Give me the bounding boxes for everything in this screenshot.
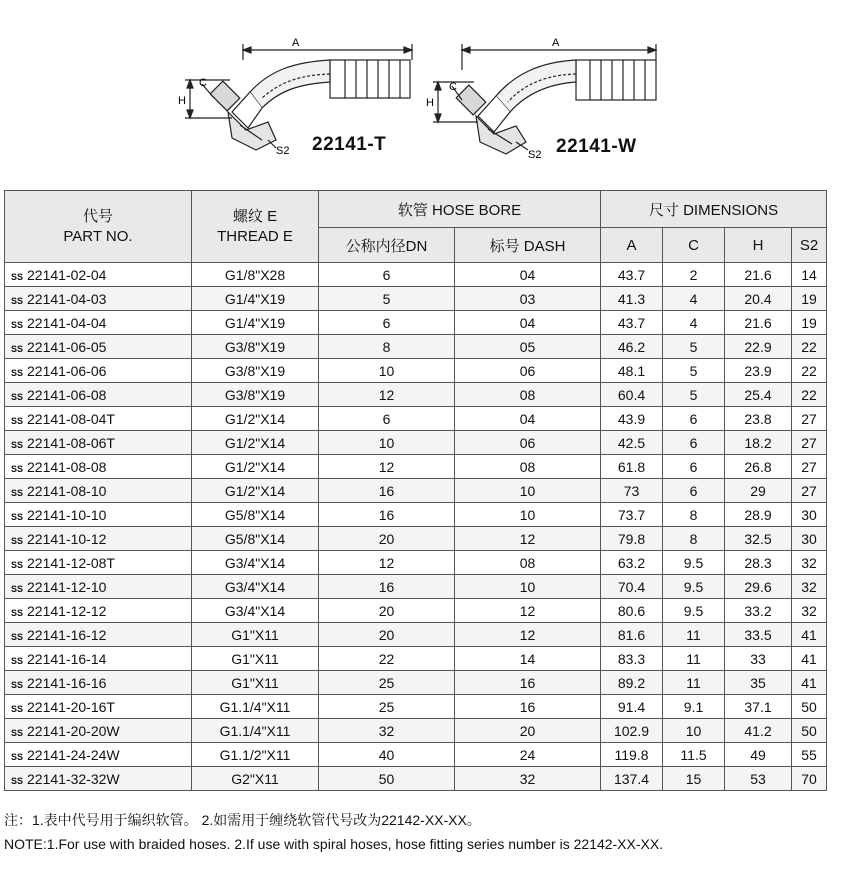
ss-prefix: SS (11, 295, 24, 306)
part-number: 22141-12-12 (27, 602, 107, 619)
cell-s2: 70 (792, 767, 827, 791)
cell-dn: 6 (319, 263, 455, 287)
cell-h: 20.4 (725, 287, 792, 311)
cell-s2: 19 (792, 311, 827, 335)
cell-a: 48.1 (601, 359, 663, 383)
part-number: 22141-16-16 (27, 674, 107, 691)
cell-a: 83.3 (601, 647, 663, 671)
cell-a: 81.6 (601, 623, 663, 647)
cell-s2: 27 (792, 407, 827, 431)
cell-thread: G3/4"X14 (192, 575, 319, 599)
part-number: 22141-12-08T (27, 554, 115, 571)
cell-s2: 32 (792, 551, 827, 575)
cell-thread: G1"X11 (192, 671, 319, 695)
cell-h: 25.4 (725, 383, 792, 407)
table-row (5, 671, 827, 695)
table-row (5, 431, 827, 455)
cell-h: 33 (725, 647, 792, 671)
cell-c: 11 (663, 671, 725, 695)
cell-a: 102.9 (601, 719, 663, 743)
cell-dash: 08 (455, 383, 601, 407)
cell-h: 21.6 (725, 311, 792, 335)
dim-s2-label-w: S2 (528, 149, 542, 161)
cell-h: 28.3 (725, 551, 792, 575)
cell-a: 70.4 (601, 575, 663, 599)
cell-part-no (5, 263, 192, 287)
cell-dash: 04 (455, 311, 601, 335)
cell-dash: 05 (455, 335, 601, 359)
cell-dn: 12 (319, 551, 455, 575)
cell-dn: 16 (319, 503, 455, 527)
ss-prefix: SS (11, 367, 24, 378)
part-number: 22141-06-06 (27, 362, 107, 379)
cell-part-no (5, 719, 192, 743)
cell-dn: 40 (319, 743, 455, 767)
cell-a: 63.2 (601, 551, 663, 575)
part-number: 22141-10-12 (27, 530, 107, 547)
ss-prefix: SS (11, 655, 24, 666)
cell-a: 43.9 (601, 407, 663, 431)
cell-s2: 30 (792, 503, 827, 527)
cell-s2: 32 (792, 599, 827, 623)
ss-prefix: SS (11, 583, 24, 594)
cell-dash: 12 (455, 623, 601, 647)
cell-dash: 32 (455, 767, 601, 791)
cell-thread: G1/4"X19 (192, 311, 319, 335)
cell-part-no (5, 575, 192, 599)
cell-thread: G1.1/4"X11 (192, 695, 319, 719)
cell-s2: 55 (792, 743, 827, 767)
cell-s2: 41 (792, 671, 827, 695)
cell-h: 23.8 (725, 407, 792, 431)
cell-thread: G3/8"X19 (192, 383, 319, 407)
cell-dn: 6 (319, 311, 455, 335)
cell-thread: G1/2"X14 (192, 407, 319, 431)
ss-prefix: SS (11, 751, 24, 762)
ss-prefix: SS (11, 631, 24, 642)
cell-dash: 06 (455, 431, 601, 455)
cell-s2: 14 (792, 263, 827, 287)
cell-part-no (5, 527, 192, 551)
cell-thread: G1/4"X19 (192, 287, 319, 311)
note-chinese: 注：1.表中代号用于编织软管。 2.如需用于缠绕软管代号改为22142-XX-XX。 (4, 812, 481, 828)
cell-a: 60.4 (601, 383, 663, 407)
cell-thread: G1"X11 (192, 623, 319, 647)
cell-c: 11.5 (663, 743, 725, 767)
ss-prefix: SS (11, 439, 24, 450)
cell-h: 33.5 (725, 623, 792, 647)
table-row (5, 311, 827, 335)
cell-part-no (5, 479, 192, 503)
ss-prefix: SS (11, 775, 24, 786)
cell-c: 9.1 (663, 695, 725, 719)
table-row (5, 335, 827, 359)
cell-h: 29.6 (725, 575, 792, 599)
part-number: 22141-04-03 (27, 290, 107, 307)
dim-a-label-w: A (552, 37, 560, 49)
cell-h: 22.9 (725, 335, 792, 359)
header-thread-en: THREAD E (217, 227, 293, 245)
cell-c: 8 (663, 527, 725, 551)
cell-c: 6 (663, 431, 725, 455)
cell-part-no (5, 287, 192, 311)
cell-thread: G1/2"X14 (192, 479, 319, 503)
cell-dash: 10 (455, 575, 601, 599)
header-a: A (601, 228, 663, 263)
table-row (5, 503, 827, 527)
cell-a: 73 (601, 479, 663, 503)
model-label-t: 22141-T (312, 134, 387, 155)
ss-prefix: SS (11, 319, 24, 330)
cell-dn: 22 (319, 647, 455, 671)
cell-part-no (5, 407, 192, 431)
header-thread (192, 191, 319, 263)
cell-a: 91.4 (601, 695, 663, 719)
cell-part-no (5, 767, 192, 791)
cell-dn: 6 (319, 407, 455, 431)
cell-part-no (5, 359, 192, 383)
cell-dash: 12 (455, 599, 601, 623)
cell-a: 73.7 (601, 503, 663, 527)
cell-c: 2 (663, 263, 725, 287)
cell-thread: G1"X11 (192, 647, 319, 671)
cell-a: 61.8 (601, 455, 663, 479)
cell-c: 9.5 (663, 551, 725, 575)
cell-a: 119.8 (601, 743, 663, 767)
cell-s2: 30 (792, 527, 827, 551)
ss-prefix: SS (11, 727, 24, 738)
cell-c: 9.5 (663, 599, 725, 623)
cell-c: 6 (663, 455, 725, 479)
table-row (5, 383, 827, 407)
part-number: 22141-10-10 (27, 506, 107, 523)
cell-part-no (5, 503, 192, 527)
ss-prefix: SS (11, 559, 24, 570)
cell-thread: G1/2"X14 (192, 431, 319, 455)
cell-a: 79.8 (601, 527, 663, 551)
ss-prefix: SS (11, 487, 24, 498)
header-dimensions: 尺寸 DIMENSIONS (601, 191, 827, 228)
cell-h: 23.9 (725, 359, 792, 383)
cell-dn: 20 (319, 623, 455, 647)
cell-dash: 10 (455, 479, 601, 503)
cell-c: 4 (663, 311, 725, 335)
header-dn: 公称内径DN (319, 228, 455, 263)
cell-part-no (5, 647, 192, 671)
cell-c: 6 (663, 479, 725, 503)
ss-prefix: SS (11, 271, 24, 282)
dim-s2-label-t: S2 (276, 145, 290, 157)
part-number: 22141-20-20W (27, 722, 120, 739)
cell-h: 41.2 (725, 719, 792, 743)
ss-prefix: SS (11, 703, 24, 714)
table-row (5, 455, 827, 479)
cell-dash: 06 (455, 359, 601, 383)
table-row (5, 407, 827, 431)
cell-c: 5 (663, 383, 725, 407)
cell-part-no (5, 311, 192, 335)
part-number: 22141-08-06T (27, 434, 115, 451)
ss-prefix: SS (11, 343, 24, 354)
cell-thread: G3/4"X14 (192, 599, 319, 623)
cell-dash: 24 (455, 743, 601, 767)
cell-dn: 12 (319, 455, 455, 479)
cell-dash: 03 (455, 287, 601, 311)
cell-part-no (5, 599, 192, 623)
cell-dn: 16 (319, 575, 455, 599)
part-number: 22141-16-12 (27, 626, 107, 643)
table-row (5, 647, 827, 671)
cell-thread: G1/2"X14 (192, 455, 319, 479)
part-number: 22141-08-10 (27, 482, 107, 499)
cell-thread: G3/8"X19 (192, 335, 319, 359)
cell-a: 80.6 (601, 599, 663, 623)
cell-c: 8 (663, 503, 725, 527)
cell-h: 35 (725, 671, 792, 695)
cell-part-no (5, 623, 192, 647)
table-row (5, 575, 827, 599)
part-number: 22141-20-16T (27, 698, 115, 715)
cell-h: 21.6 (725, 263, 792, 287)
cell-thread: G2"X11 (192, 767, 319, 791)
cell-c: 5 (663, 359, 725, 383)
part-number: 22141-04-04 (27, 314, 107, 331)
cell-dash: 20 (455, 719, 601, 743)
cell-s2: 50 (792, 695, 827, 719)
cell-dash: 08 (455, 455, 601, 479)
cell-dash: 14 (455, 647, 601, 671)
cell-s2: 22 (792, 383, 827, 407)
table-body (5, 263, 827, 791)
part-number: 22141-16-14 (27, 650, 107, 667)
cell-dash: 16 (455, 695, 601, 719)
header-part-en: PART NO. (63, 227, 133, 245)
cell-h: 18.2 (725, 431, 792, 455)
technical-drawings (0, 0, 844, 185)
cell-s2: 41 (792, 647, 827, 671)
cell-dn: 25 (319, 671, 455, 695)
cell-s2: 19 (792, 287, 827, 311)
cell-c: 11 (663, 647, 725, 671)
cell-c: 4 (663, 287, 725, 311)
dim-c-label-w: C (449, 81, 457, 93)
part-number: 22141-12-10 (27, 578, 107, 595)
cell-dash: 04 (455, 263, 601, 287)
ss-prefix: SS (11, 463, 24, 474)
cell-dash: 04 (455, 407, 601, 431)
table-row (5, 551, 827, 575)
cell-thread: G5/8"X14 (192, 527, 319, 551)
ss-prefix: SS (11, 415, 24, 426)
cell-h: 29 (725, 479, 792, 503)
cell-dn: 10 (319, 431, 455, 455)
cell-s2: 50 (792, 719, 827, 743)
part-number: 22141-08-04T (27, 410, 115, 427)
cell-a: 137.4 (601, 767, 663, 791)
cell-dn: 25 (319, 695, 455, 719)
table-row (5, 623, 827, 647)
cell-h: 53 (725, 767, 792, 791)
cell-thread: G5/8"X14 (192, 503, 319, 527)
model-label-w: 22141-W (556, 136, 637, 157)
cell-thread: G1.1/2"X11 (192, 743, 319, 767)
cell-a: 42.5 (601, 431, 663, 455)
cell-h: 33.2 (725, 599, 792, 623)
dim-c-label-t: C (199, 77, 207, 89)
table-row (5, 479, 827, 503)
cell-s2: 27 (792, 455, 827, 479)
cell-a: 43.7 (601, 263, 663, 287)
header-dash: 标号 DASH (455, 228, 601, 263)
cell-h: 28.9 (725, 503, 792, 527)
ss-prefix: SS (11, 607, 24, 618)
cell-part-no (5, 551, 192, 575)
cell-c: 5 (663, 335, 725, 359)
cell-dash: 16 (455, 671, 601, 695)
part-number: 22141-32-32W (27, 770, 120, 787)
part-number: 22141-06-05 (27, 338, 107, 355)
table-row (5, 743, 827, 767)
header-part-cn: 代号 (82, 207, 113, 225)
cell-h: 32.5 (725, 527, 792, 551)
cell-a: 41.3 (601, 287, 663, 311)
dim-h-label-w: H (426, 97, 434, 109)
ss-prefix: SS (11, 535, 24, 546)
cell-h: 37.1 (725, 695, 792, 719)
header-hose-bore: 软管 HOSE BORE (319, 191, 601, 228)
fitting-drawing-t (0, 0, 420, 185)
table-row (5, 767, 827, 791)
cell-thread: G1.1/4"X11 (192, 719, 319, 743)
cell-c: 15 (663, 767, 725, 791)
cell-dn: 32 (319, 719, 455, 743)
ss-prefix: SS (11, 679, 24, 690)
cell-part-no (5, 695, 192, 719)
header-part-no (5, 191, 192, 263)
cell-dash: 10 (455, 503, 601, 527)
header-s2: S2 (792, 228, 827, 263)
cell-dash: 08 (455, 551, 601, 575)
cell-s2: 22 (792, 359, 827, 383)
cell-part-no (5, 335, 192, 359)
cell-h: 49 (725, 743, 792, 767)
header-h: H (725, 228, 792, 263)
cell-dn: 10 (319, 359, 455, 383)
table-row (5, 527, 827, 551)
ss-prefix: SS (11, 511, 24, 522)
cell-s2: 41 (792, 623, 827, 647)
table-row (5, 287, 827, 311)
part-number: 22141-08-08 (27, 458, 107, 475)
cell-part-no (5, 431, 192, 455)
cell-s2: 22 (792, 335, 827, 359)
cell-dn: 12 (319, 383, 455, 407)
cell-dash: 12 (455, 527, 601, 551)
part-number: 22141-24-24W (27, 746, 120, 763)
cell-thread: G3/8"X19 (192, 359, 319, 383)
cell-a: 43.7 (601, 311, 663, 335)
table-row (5, 719, 827, 743)
header-c: C (663, 228, 725, 263)
cell-c: 11 (663, 623, 725, 647)
cell-dn: 16 (319, 479, 455, 503)
cell-c: 10 (663, 719, 725, 743)
cell-s2: 27 (792, 479, 827, 503)
header-thread-cn: 螺纹 E (232, 207, 278, 225)
cell-c: 9.5 (663, 575, 725, 599)
cell-a: 46.2 (601, 335, 663, 359)
cell-dn: 20 (319, 527, 455, 551)
cell-part-no (5, 671, 192, 695)
cell-part-no (5, 743, 192, 767)
part-number: 22141-02-04 (27, 266, 107, 283)
dim-a-label-t: A (292, 37, 300, 49)
table-row (5, 263, 827, 287)
table-row (5, 599, 827, 623)
cell-dn: 50 (319, 767, 455, 791)
cell-dn: 8 (319, 335, 455, 359)
cell-part-no (5, 383, 192, 407)
cell-thread: G3/4"X14 (192, 551, 319, 575)
cell-s2: 32 (792, 575, 827, 599)
cell-c: 6 (663, 407, 725, 431)
part-number: 22141-06-08 (27, 386, 107, 403)
cell-dn: 20 (319, 599, 455, 623)
dimensions-table (4, 190, 827, 791)
cell-a: 89.2 (601, 671, 663, 695)
table-row (5, 359, 827, 383)
cell-s2: 27 (792, 431, 827, 455)
table-row (5, 695, 827, 719)
note-english: NOTE:1.For use with braided hoses. 2.If use with spiral hoses, hose fitting series number is 22142-XX-XX. (4, 836, 664, 852)
cell-part-no (5, 455, 192, 479)
dim-h-label-t: H (178, 95, 186, 107)
cell-dn: 5 (319, 287, 455, 311)
cell-h: 26.8 (725, 455, 792, 479)
cell-thread: G1/8"X28 (192, 263, 319, 287)
ss-prefix: SS (11, 391, 24, 402)
